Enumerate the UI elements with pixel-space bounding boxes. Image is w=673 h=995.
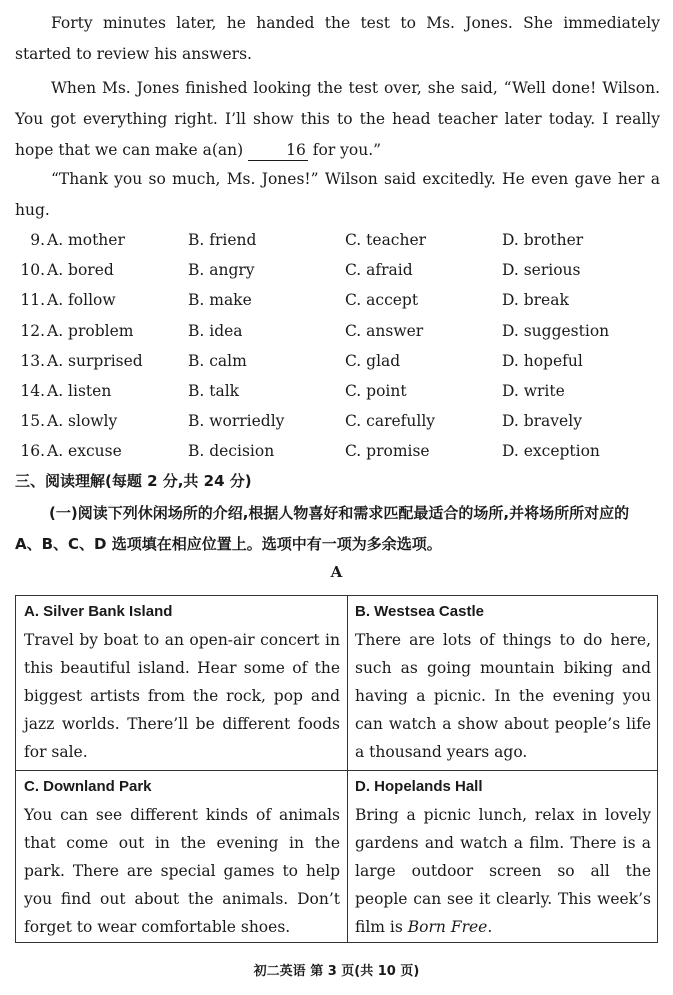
question-row-13 [15, 346, 665, 376]
question-row-14 [15, 376, 665, 406]
option-c[interactable]: C. answer [345, 321, 424, 340]
passage-paragraph-1 [15, 8, 660, 70]
passage-text: Forty minutes later, he handed the test to Ms. Jones. She immediately started to review his answers. [15, 14, 660, 63]
period: . [487, 918, 493, 936]
question-number: 9. [30, 231, 45, 249]
passage-text: “Thank you so much, Ms. Jones!” Wilson said excitedly. He even gave her a hug. [15, 170, 660, 219]
passage-paragraph-2 [15, 73, 660, 166]
passage-text: for you.” [312, 141, 382, 159]
question-row-16 [15, 436, 665, 466]
question-row-12 [15, 316, 665, 346]
film-title: Born Free [407, 918, 488, 936]
option-c[interactable]: C. glad [345, 351, 401, 370]
option-a[interactable]: A. slowly [47, 412, 118, 431]
place-title: B. Westsea Castle [355, 603, 484, 620]
option-c[interactable]: C. point [345, 381, 407, 400]
reading-instructions: (一)阅读下列休闲场所的介绍,根据人物喜好和需求匹配最适合的场所,并将场所所对应的 A、B、C、D 选项填在相应位置上。选项中有一项为多余选项。 [15, 504, 630, 553]
option-d[interactable]: D. suggestion [502, 321, 610, 340]
place-cell-b [355, 598, 651, 766]
option-a[interactable]: A. bored [47, 261, 114, 280]
place-description: You can see different kinds of animals that come out in the evening in the park. There are special games to help you find out about the animals. Don’t forget to wear comfortable shoes. [24, 806, 340, 936]
option-d[interactable]: D. break [502, 291, 569, 310]
question-number: 15. [20, 412, 45, 431]
option-b[interactable]: B. angry [188, 261, 255, 280]
place-title: A. Silver Bank Island [24, 603, 173, 620]
question-number: 11. [20, 291, 45, 310]
answer-blank-16[interactable]: 16 [248, 140, 308, 161]
option-b[interactable]: B. decision [188, 442, 275, 461]
option-a[interactable]: A. excuse [47, 442, 122, 461]
option-d[interactable]: D. brother [502, 231, 584, 249]
place-cell-c [24, 773, 340, 941]
table-divider-horizontal [16, 770, 657, 771]
passage-paragraph-3 [15, 164, 660, 226]
places-table [15, 595, 658, 943]
option-c[interactable]: C. teacher [345, 231, 427, 249]
page-footer: 初二英语 第 3 页(共 10 页) [253, 964, 420, 979]
option-c[interactable]: C. afraid [345, 261, 413, 280]
option-b[interactable]: B. make [188, 291, 252, 310]
option-b[interactable]: B. talk [188, 381, 240, 400]
option-c[interactable]: C. carefully [345, 412, 436, 431]
option-d[interactable]: D. serious [502, 261, 581, 280]
option-d[interactable]: D. exception [502, 442, 600, 461]
option-a[interactable]: A. mother [47, 231, 125, 249]
place-description-text: Bring a picnic lunch, relax in lovely gardens and watch a film. There is a large outdoor screen so all the people can see it clearly. This week’s film is [355, 806, 651, 936]
question-number: 14. [20, 381, 45, 400]
option-d[interactable]: D. write [502, 381, 565, 400]
question-row-15 [15, 406, 665, 436]
place-cell-d [355, 773, 651, 941]
option-c[interactable]: C. promise [345, 442, 430, 461]
part-letter: A [330, 563, 343, 581]
question-row-10 [15, 255, 665, 285]
place-title: D. Hopelands Hall [355, 778, 483, 795]
option-b[interactable]: B. calm [188, 351, 247, 370]
option-c[interactable]: C. accept [345, 291, 419, 310]
place-description [355, 801, 651, 941]
options-list [15, 225, 665, 467]
question-number: 16. [20, 442, 45, 461]
question-row-9 [15, 225, 665, 255]
option-a[interactable]: A. problem [47, 321, 134, 340]
section-title: 三、阅读理解(每题 2 分,共 24 分) [15, 472, 252, 490]
option-a[interactable]: A. surprised [47, 351, 143, 370]
option-d[interactable]: D. bravely [502, 412, 582, 431]
option-b[interactable]: B. friend [188, 231, 257, 249]
place-description: There are lots of things to do here, such as going mountain biking and having a picnic. In the evening you can watch a show about people’s life a thousand years ago. [355, 631, 651, 761]
passage-text: When Ms. Jones finished looking the test over, she said, “Well done! Wilson. You got everything right. I’ll show this to the head teacher later today. I really hope that we can make a(an) [15, 79, 660, 159]
option-b[interactable]: B. worriedly [188, 412, 285, 431]
option-a[interactable]: A. listen [47, 381, 112, 400]
option-d[interactable]: D. hopeful [502, 351, 583, 370]
place-title: C. Downland Park [24, 778, 152, 795]
table-divider-vertical [347, 596, 348, 942]
option-b[interactable]: B. idea [188, 321, 243, 340]
question-number: 10. [20, 261, 45, 280]
question-number: 13. [20, 351, 45, 370]
option-a[interactable]: A. follow [47, 291, 116, 310]
place-cell-a [24, 598, 340, 766]
question-number: 12. [20, 321, 45, 340]
place-description: Travel by boat to an open-air concert in this beautiful island. Hear some of the biggest artists from the rock, pop and jazz worlds. There’ll be different foods for sale. [24, 631, 340, 761]
question-row-11 [15, 285, 665, 315]
